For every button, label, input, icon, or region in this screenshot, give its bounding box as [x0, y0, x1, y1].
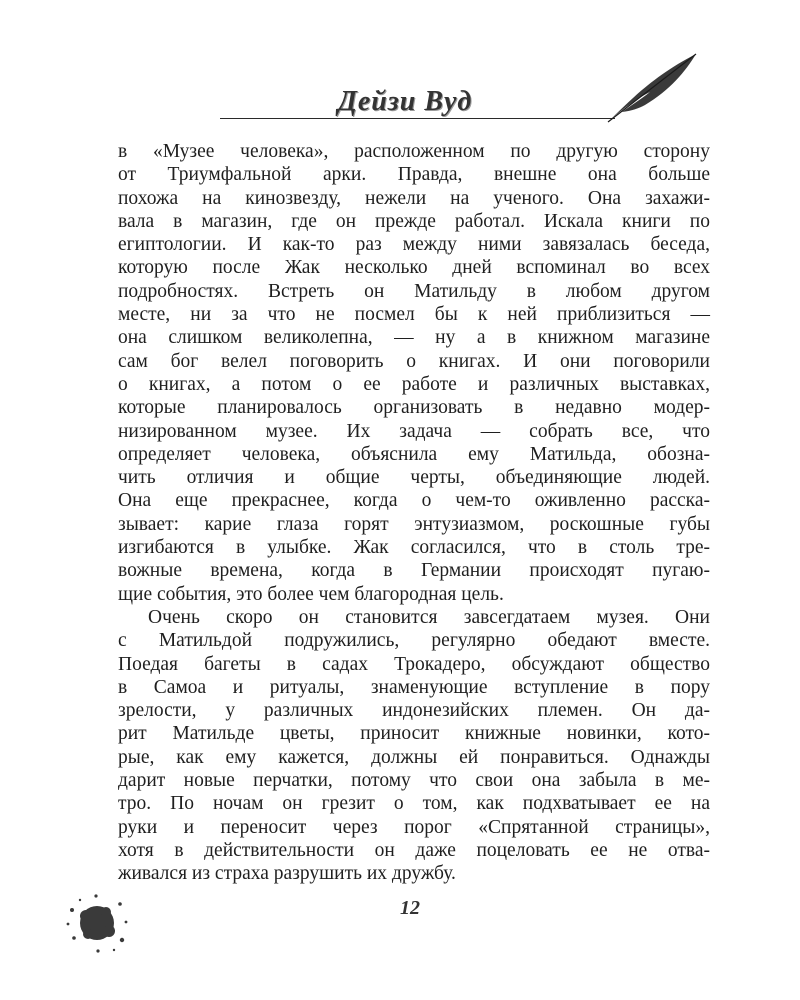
page-body — [118, 140, 710, 886]
text-line: египтологии. И как-то раз между ними завязалась беседа, — [118, 234, 710, 256]
text-line: похожа на кинозвезду, нежели на ученого. Она захажи- — [118, 187, 710, 209]
text-line: которые планировалось организовать в недавно модер- — [118, 397, 710, 419]
text-line: с Матильдой подружились, регулярно обедают вместе. — [118, 630, 710, 652]
author-name: Дейзи Вуд — [337, 86, 473, 117]
text-line: в «Музее человека», расположенном по другую сторону — [118, 141, 710, 162]
text-line: Она еще прекраснее, когда о чем-то оживленно расска- — [118, 490, 710, 512]
running-header — [0, 0, 800, 130]
text-line: вала в магазин, где он прежде работал. Искала книги по — [118, 210, 710, 232]
text-line: от Триумфальной арки. Правда, внешне она больше — [118, 164, 710, 186]
text-line: изгибаются в улыбке. Жак согласился, что в столь тре- — [118, 537, 710, 559]
paragraph-2 — [118, 606, 710, 886]
text-line: Очень скоро он становится завсегдатаем музея. Они — [148, 606, 710, 628]
text-line: вожные времена, когда в Германии происходят пугаю- — [118, 560, 710, 582]
text-line: чить отличия и общие черты, объединяющие людей. — [118, 467, 710, 489]
page-number: 12 — [400, 897, 420, 919]
text-line: дарит новые перчатки, потому что свои она забыла в ме- — [118, 770, 710, 792]
text-line: щие события, это более чем благородная цель. — [118, 583, 504, 605]
text-line: месте, ни за что не посмел бы к ней приблизиться — — [118, 304, 710, 326]
text-line: определяет человека, объяснила ему Матильда, обозна- — [118, 443, 710, 465]
text-line: зывает: карие глаза горят энтузиазмом, роскошные губы — [118, 513, 710, 535]
text-line: тро. По ночам он грезит о том, как подхватывает ее на — [118, 793, 710, 815]
text-line: о книгах, а потом о ее работе и различных выставках, — [118, 373, 710, 395]
text-line: она слишком великолепна, — ну а в книжном магазине — [118, 327, 710, 349]
header-rule — [220, 118, 615, 119]
text-line: живался из страха разрушить их дружбу. — [118, 863, 456, 885]
text-line: рые, как ему кажется, должны ей понравиться. Однажды — [118, 746, 710, 768]
text-line: рит Матильде цветы, приносит книжные новинки, кото- — [118, 723, 710, 745]
text-line: низированном музее. Их задача — собрать все, что — [118, 420, 710, 442]
text-line: Поедая багеты в садах Трокадеро, обсуждают общество — [118, 653, 710, 675]
text-line: зрелости, у различных индонезийских племен. Он да- — [118, 700, 710, 722]
ink-blot-icon — [62, 888, 132, 958]
text-line: которую после Жак несколько дней вспоминал во всех — [118, 257, 710, 279]
text-line: сам бог велел поговорить о книгах. И они поговорили — [118, 350, 710, 372]
paragraph-1 — [118, 140, 710, 606]
text-line: в Самоа и ритуалы, знаменующие вступление в пору — [118, 676, 710, 698]
feather-icon — [600, 50, 700, 125]
text-line: руки и переносит через порог «Спрятанной страницы», — [118, 816, 710, 838]
text-line: подробностях. Встреть он Матильду в любом другом — [118, 280, 710, 302]
text-line: хотя в действительности он даже поцеловать ее не отва- — [118, 839, 710, 861]
